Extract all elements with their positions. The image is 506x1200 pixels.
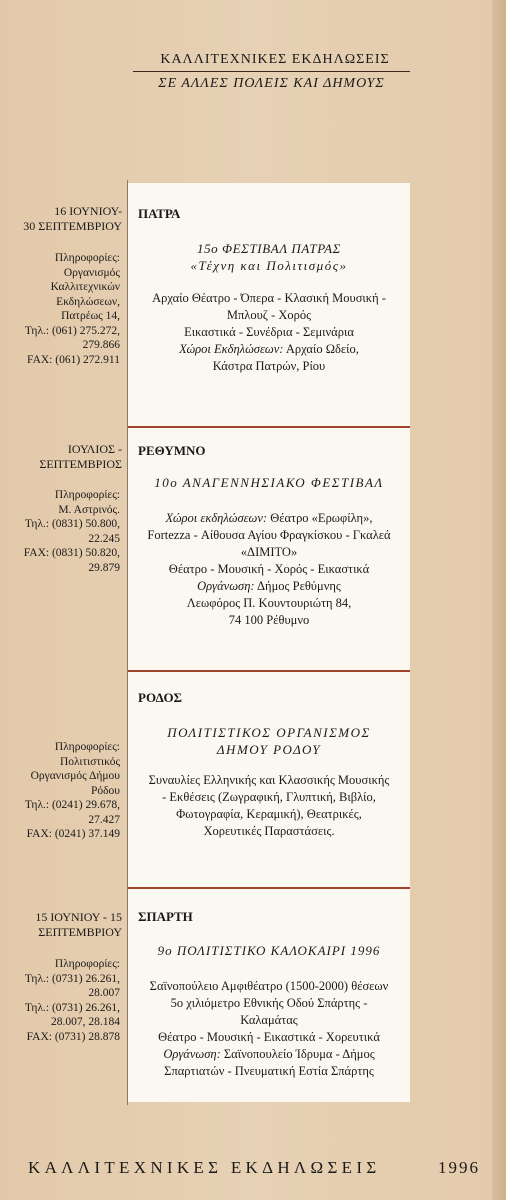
footer bbox=[28, 1158, 480, 1178]
event-description: Αρχαίο Θέατρο - Όπερα - Κλασική Μουσική - Μπλουζ - Χορός Εικαστικά - Συνέδρια - Σεμινάρια Χώροι Εκδηλώσεων: Αρχαίο Ωδείο, Κάστρα Πατρών, Ρίου bbox=[152, 291, 386, 373]
event-date: 16 ΙΟΥΝΙΟΥ- 30 ΣΕΠΤΕΜΒΡΙΟΥ bbox=[23, 204, 122, 233]
event-description: Χώροι εκδηλώσεων: Θέατρο «Ερωφίλη», Fortezza - Αίθουσα Αγίου Φραγκίσκου - Γκαλεά «ΔΙΜΙΤΟ» Θέατρο - Μουσική - Χορός - Εικαστικά Οργάνωση: Δήμος Ρεθύμνης Λεωφόρος Π. Κουντουριώτη 84, 74 100 Ρέθυμνο bbox=[147, 511, 391, 627]
event-contact: Πληροφορίες: Πολιτιστικός Οργανισμός Δήμου Ρόδου Τηλ.: (0241) 29.678, 27.427 FAX: (0241) 37.149 bbox=[24, 741, 120, 840]
event-contact: Πληροφορίες: Μ. Αστρινός. Τηλ.: (0831) 50.800, 22.245 FAX: (0831) 50.820, 29.879 bbox=[23, 489, 120, 574]
city-name: ΡΕΘΥΜΝΟ bbox=[138, 443, 206, 458]
event-description: Σαϊνοπούλειο Αμφιθέατρο (1500-2000) θέσεων 5ο χιλιόμετρο Εθνικής Οδού Σπάρτης - Καλαμάτας Θέατρο - Μουσική - Εικαστικά - Χορευτικά Οργάνωση: Σαϊνοπουλείο Ίδρυμα - Δήμος Σπαρτιατών - Πνευματική Εστία Σπάρτης bbox=[149, 979, 389, 1078]
organizer-label: Οργάνωση: bbox=[197, 579, 255, 593]
venue-label: Χώροι Εκδηλώσεων: bbox=[179, 342, 284, 356]
event-title: 15ο ΦΕΣΤΙΒΑΛ ΠΑΤΡΑΣ «Τέχνη και Πολιτισμός» bbox=[190, 241, 348, 273]
footer-text: ΚΑΛΛΙΤΕΧΝΙΚΕΣ ΕΚΔΗΛΩΣΕΙΣ bbox=[28, 1158, 381, 1177]
header-title: ΚΑΛΛΙΤΕΧΝΙΚΕΣ ΕΚΔΗΛΩΣΕΙΣ bbox=[160, 52, 390, 67]
event-contact: Πληροφορίες: Οργανισμός Καλλιτεχνικών Εκδηλώσεων, Πατρέως 14, Τηλ.: (061) 275.272, 279.866 FAX: (061) 272.911 bbox=[24, 252, 120, 366]
event-description: Συναυλίες Ελληνικής και Κλασσικής Μουσικής - Εκθέσεις (Ζωγραφική, Γλυπτική, Βιβλίο, Φωτογραφία, Κεραμική), Θεατρικές, Χορευτικές Παραστάσεις. bbox=[148, 773, 390, 838]
event-title: ΠΟΛΙΤΙΣΤΙΚΟΣ ΟΡΓΑΝΙΣΜΟΣ ΔΗΜΟΥ ΡΟΔΟΥ bbox=[167, 725, 371, 757]
city-name: ΣΠΑΡΤΗ bbox=[138, 909, 193, 924]
header-subtitle: ΣΕ ΑΛΛΕΣ ΠΟΛΕΙΣ ΚΑΙ ΔΗΜΟΥΣ bbox=[158, 76, 385, 91]
event-title: 9ο ΠΟΛΙΤΙΣΤΙΚΟ ΚΑΛΟΚΑΙΡΙ 1996 bbox=[157, 943, 381, 958]
city-name: ΠΑΤΡΑ bbox=[138, 206, 181, 221]
venue-label: Χώροι εκδηλώσεων: bbox=[165, 511, 268, 525]
event-title: 10ο ΑΝΑΓΕΝΝΗΣΙΑΚΟ ΦΕΣΤΙΒΑΛ bbox=[154, 475, 384, 490]
footer-year: 1996 bbox=[438, 1158, 480, 1177]
header-divider bbox=[133, 71, 410, 72]
event-date: ΙΟΥΛΙΟΣ - ΣΕΠΤΕΜΒΡΙΟΣ bbox=[39, 442, 122, 471]
event-date: 15 ΙΟΥΝΙΟΥ - 15 ΣΕΠΤΕΜΒΡΙΟΥ bbox=[35, 910, 122, 939]
page-edge bbox=[492, 0, 506, 1200]
city-name: ΡΟΔΟΣ bbox=[138, 690, 183, 705]
organizer-label: Οργάνωση: bbox=[163, 1047, 221, 1061]
event-contact: Πληροφορίες: Τηλ.: (0731) 26.261, 28.007 Τηλ.: (0731) 26.261, 28.007, 28.184 FAX: (0731) 28.878 bbox=[24, 958, 120, 1043]
